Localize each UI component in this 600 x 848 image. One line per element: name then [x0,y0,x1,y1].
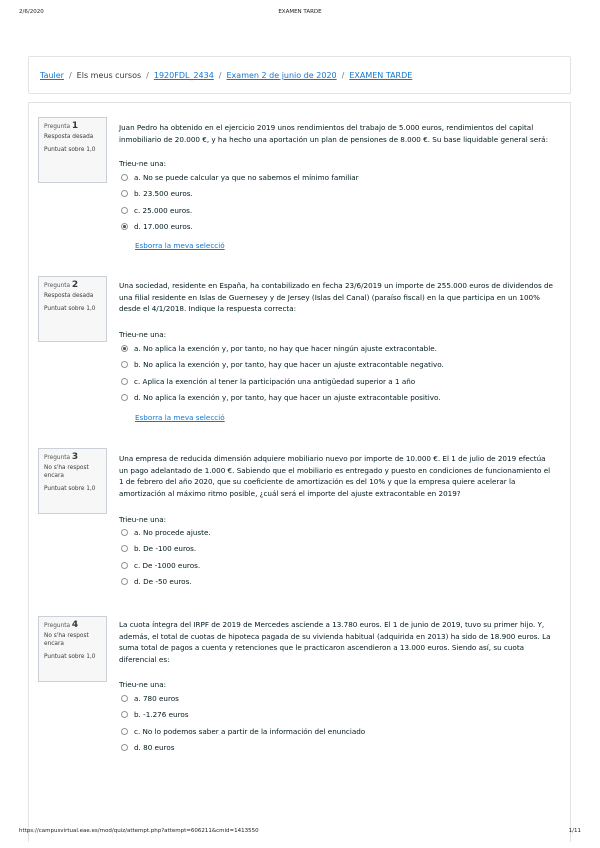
question-text: Una sociedad, residente en España, ha contabilizado en fecha 23/6/2019 un importe de 255.000 euros de dividendos de una filial residente en Islas de Guernesey y de Jersey (Islas del Canal) (paraíso fiscal) en la que participa en un 100% desde el 4/1/2018. Indique la respuesta correcta: [119,281,553,313]
answer-prompt: Trieu-ne una: [119,159,167,168]
answer-option-d[interactable]: d. No aplica la exención y, por tanto, hay que hacer un ajuste extracontable positivo. [121,390,551,407]
radio-button[interactable] [121,190,128,197]
answer-option-a[interactable]: a. No se puede calcular ya que no sabemos el mínimo familiar [121,169,551,186]
radio-button[interactable] [121,207,128,214]
breadcrumb-courses: Els meus cursos [76,71,142,80]
answer-option-a[interactable]: a. No procede ajuste. [121,524,551,541]
answer-option-b[interactable]: b. -1.276 euros [121,707,551,724]
question-number: Pregunta 1 [44,121,79,131]
question-grade: Puntuat sobre 1,0 [44,486,96,492]
question-state: No s'ha respost encara [44,465,89,479]
breadcrumb-separator: / [146,71,149,80]
radio-button-selected[interactable] [121,223,128,230]
breadcrumb-container [28,56,571,94]
question-info [38,448,107,514]
answer-option-b[interactable]: b. No aplica la exención y, por tanto, hay que hacer un ajuste extracontable negativo. [121,357,551,374]
answer-prompt: Trieu-ne una: [119,330,167,339]
question-grade: Puntuat sobre 1,0 [44,654,96,660]
radio-button[interactable] [121,361,128,368]
breadcrumb-quiz-link[interactable]: EXAMEN TARDE [349,71,413,80]
question-info [38,276,107,342]
question-info [38,117,107,183]
print-header [19,9,581,19]
radio-button[interactable] [121,728,128,735]
radio-button-selected[interactable] [121,345,128,352]
question-text: Juan Pedro ha obtenido en el ejercicio 2019 unos rendimientos del trabajo de 5.000 euros, rendimientos del capital inmobiliario de 20.000 €, y ha hecho una aportación un plan de pensiones de 8.000 €. Su base liquidable general será: [119,123,549,144]
radio-button[interactable] [121,744,128,751]
print-url: https://campusvirtual.eae.es/mod/quiz/attempt.php?attempt=606211&cmid=1413550 [19,828,259,834]
question-number: Pregunta 2 [44,280,79,290]
question-grade: Puntuat sobre 1,0 [44,147,96,153]
radio-button[interactable] [121,695,128,702]
answer-option-d[interactable]: d. 80 euros [121,740,551,757]
print-footer [19,828,581,838]
question-grade: Puntuat sobre 1,0 [44,306,96,312]
radio-button[interactable] [121,394,128,401]
answer-option-c[interactable]: c. No lo podemos saber a partir de la información del enunciado [121,723,551,740]
answer-option-d[interactable]: d. De -50 euros. [121,574,551,591]
radio-button[interactable] [121,529,128,536]
answer-option-b[interactable]: b. De -100 euros. [121,541,551,558]
answer-prompt: Trieu-ne una: [119,515,167,524]
breadcrumb-separator: / [68,71,72,80]
breadcrumb-separator: / [341,71,345,80]
radio-button[interactable] [121,545,128,552]
question-text: Una empresa de reducida dimensión adquiere mobiliario nuevo por importe de 10.000 €. El 1 de julio de 2019 efectúa un pago adelantado de 1.000 €. Sabiendo que el mobiliario es entregado y puesto en condiciones de funcionamiento el 1 de febrero del año 2020, que su coeficiente de amortización es del 10% y que la empresa quiere acelerar la amortización al máximo ritmo posible, ¿cuál será el importe del ajuste extracontable en 2019? [119,454,551,498]
radio-button[interactable] [121,578,128,585]
answer-option-a[interactable]: a. 780 euros [121,690,551,707]
radio-button[interactable] [121,711,128,718]
answer-list [121,169,551,235]
radio-button[interactable] [121,174,128,181]
answer-option-c[interactable]: c. 25.000 euros. [121,202,551,219]
question-state: No s'ha respost encara [44,633,89,647]
answer-option-d[interactable]: d. 17.000 euros. [121,219,551,236]
print-title: EXAMEN TARDE [278,9,322,15]
answer-list [121,524,551,590]
radio-button[interactable] [121,378,128,385]
clear-selection-link[interactable]: Esborra la meva selecció [135,413,225,422]
print-page-count: 1/11 [568,828,581,834]
answer-option-c[interactable]: c. De -1000 euros. [121,557,551,574]
breadcrumb-separator: / [218,71,222,80]
clear-selection-link[interactable]: Esborra la meva selecció [135,241,225,250]
question-state: Resposta desada [44,293,94,299]
radio-button[interactable] [121,562,128,569]
question-text: La cuota íntegra del IRPF de 2019 de Mercedes asciende a 13.780 euros. El 1 de junio de 2019, tuvo su primer hijo. Y, además, el total de cuotas de hipoteca pagada de su vivienda habitual (adquirida en 2013) ha sido de 18.900 euros. La suma total de pagos a cuenta y retenciones que le practicaron ascendieron a 13.000 euros. Siendo así, su cuota diferencial es: [119,620,551,664]
answer-list [121,340,551,406]
print-date: 2/6/2020 [19,9,44,15]
question-info [38,616,107,682]
answer-prompt: Trieu-ne una: [119,680,167,689]
question-state: Resposta desada [44,134,94,140]
breadcrumb-course-link[interactable]: 1920FDL_2434 [153,71,214,80]
answer-option-a[interactable]: a. No aplica la exención y, por tanto, no hay que hacer ningún ajuste extracontable. [121,340,551,357]
breadcrumb-tauler-link[interactable]: Tauler [40,71,64,80]
question-number: Pregunta 3 [44,452,79,462]
answer-option-b[interactable]: b. 23.500 euros. [121,186,551,203]
question-number: Pregunta 4 [44,620,79,630]
breadcrumb-exam-section-link[interactable]: Examen 2 de junio de 2020 [226,71,337,80]
answer-list [121,690,551,756]
answer-option-c[interactable]: c. Aplica la exención al tener la participación una antigüedad superior a 1 año [121,373,551,390]
breadcrumb [40,71,412,80]
